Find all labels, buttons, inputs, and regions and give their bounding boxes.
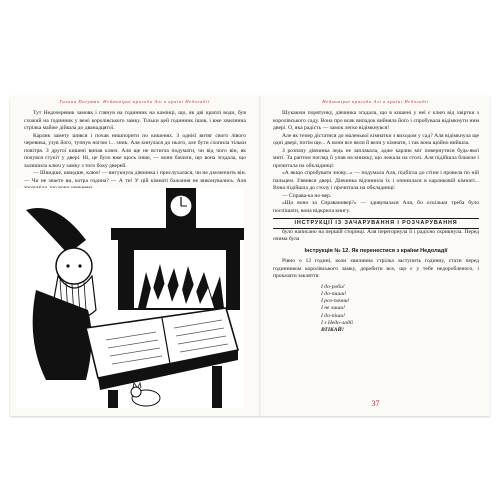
dwarf-reading-book-illustration — [16, 180, 244, 408]
mantel-clock-drawing — [166, 188, 196, 228]
right-paragraph-7: було написано на першій сторінці. Аля перегорнула її і радісно скрикнула. Перед очима була — [273, 228, 479, 242]
instruction-title: Інструкція № 12. Як перенестися з країни Недоладії — [304, 247, 448, 254]
right-paragraph-1: Шукаючи порятунку, дівчинка згадала, що в кишені у неї є ключ від хвіртки з королівського саду. Вона про всяк випадок вийняла його і спробувала відімкнути ним двері. О, яка радість — замок легко відімкнувся! — [273, 110, 479, 131]
spell-verse — [321, 284, 479, 335]
spell-line-final: ВТІКАЙ! — [321, 327, 345, 334]
right-paragraph-6: «Що воно за Справановер?» — здивувалася Аля, бо оскільки треба було поспішати, вона відкрила книгу. — [273, 200, 479, 214]
fireplace-drawing — [111, 228, 244, 310]
page-number: 37 — [371, 399, 380, 408]
right-paragraph-8: Рівно о 12 годині, коли хвилинна стрілка заступить годинну, стати перед годинником королівського замку, доробити все, що є у тебе недоробленого, і проказати закляття: — [273, 258, 479, 279]
right-paragraph-5: — Справа-ка но-вер. — [282, 192, 332, 199]
spell-line: І до-роби! — [321, 283, 345, 290]
right-paragraph-2: Але як тепер дістатися до маленької кімнатки з виходом у сад? Аля відімкнула ще одні двері, потім ще... А вони все вели й вели у кімнати, і так вона щойно вийшла. — [273, 132, 479, 146]
spell-line: І роз-почни! — [321, 298, 350, 305]
book-spread — [10, 96, 490, 416]
spell-line: І не лиши! — [321, 305, 346, 312]
left-paragraph-3: — Швидше, швидше, ключ! — вигукнула дівчинка і прислухалася, чи не дзеленчить він. — Чи не знаєте ви, котра година? — А ти! У цій кімнаті бажання не виконувались. Аля — [24, 170, 246, 184]
section-heading: ІНСТРУКЦІЇ ІЗ ЗАЧАРУВАННЯ І РОЗЧАРУВАННЯ — [273, 218, 479, 229]
left-paragraph-1: Тут Недочеревик замовк і глянув на годинник на камінці, що, як дві краплі води, був схожий на годинник у вежі королівського замку. Тільки цей годинник ішов, і вже хвилинна стрілка майже дійшла до дванадцятої. — [24, 110, 246, 131]
left-paragraph-2: Карлик замету шився і почав нишпорити по кишенях. З однієї витяг свого лівого черевика, узув його, тупнув ногою і... зник. Аля кинулася до нього, але бути схопила тільки повітря. З другої кишені випав ключ. Аля ще не встигла подумати, чи від чого він, як почувся стукіт у двері. Ні, це було вже щось інше, — вони бачили, що вона згадала, що залишила ключ у замку з того боку дверей. — [24, 132, 246, 169]
right-running-head: Неймовірні пригоди Алі в країні Недоладії — [322, 99, 429, 104]
right-body-text — [273, 110, 479, 335]
spell-line: І з Недо-ладії — [321, 319, 353, 326]
right-paragraph-3: З розпачу дівчинка ледь не заплакала, адже карлик міг повернутися будь-якої миті. Та раптом погляд її упав на книжку, що лежала на столі. Аля підійшла ближче і прочитала на обкладинці: — [273, 147, 479, 169]
spell-line: І до-піши! — [321, 312, 345, 319]
right-page — [261, 96, 490, 416]
left-running-head: Галина Пагутяк. Неймовірні пригоди Алі в країні Недоладії — [59, 99, 210, 104]
right-paragraph-4: «А якщо спробувати знову...» — подумала Аля, підбігла до стіни і провела по ній пальцем. З'явився двері. Дівчинка відчинила їх і опинилася в карликовій кімнаті... Вона підійшла до столу і прочитала на обкладинці: — [273, 170, 479, 191]
left-page — [10, 96, 259, 416]
spell-line: І до-пиши! — [321, 290, 347, 297]
